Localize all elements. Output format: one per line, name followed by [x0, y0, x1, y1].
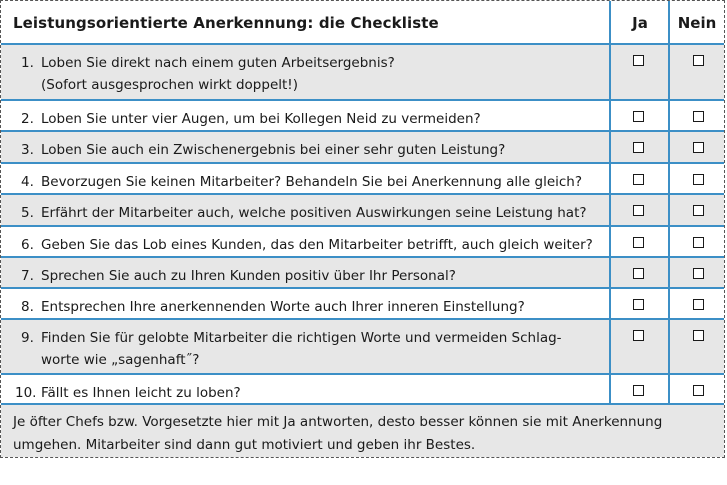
checklist-row-4 — [1, 164, 724, 195]
checkbox-nein[interactable] — [693, 268, 704, 279]
column-divider-ja — [609, 1, 611, 405]
checkbox-ja[interactable] — [633, 385, 644, 396]
checkbox-nein[interactable] — [693, 55, 704, 66]
checkbox-ja[interactable] — [633, 205, 644, 216]
checklist-row-2 — [1, 101, 724, 132]
row-question: Fällt es Ihnen leicht zu loben? — [41, 385, 241, 401]
row-question-line2: worte wie „sagenhaft˝? — [41, 352, 200, 368]
checkbox-ja[interactable] — [633, 299, 644, 310]
row-question: Erfährt der Mitarbeiter auch, welche positiven Auswirkungen seine Leistung hat? — [41, 205, 587, 221]
row-number: 5. — [21, 205, 34, 221]
column-divider-nein — [668, 1, 670, 405]
row-question: Sprechen Sie auch zu Ihren Kunden positiv über Ihr Personal? — [41, 268, 456, 284]
checkbox-nein[interactable] — [693, 205, 704, 216]
row-number: 4. — [21, 174, 34, 190]
row-question-line2: (Sofort ausgesprochen wirkt doppelt!) — [41, 77, 298, 93]
checkbox-ja[interactable] — [633, 330, 644, 341]
checkbox-nein[interactable] — [693, 111, 704, 122]
checklist-footer — [1, 405, 724, 457]
column-header-ja: Ja — [632, 14, 648, 32]
checklist-row-8 — [1, 289, 724, 320]
footer-line2: umgehen. Mitarbeiter sind dann gut motiviert und geben ihr Bestes. — [13, 437, 476, 453]
checkbox-ja[interactable] — [633, 111, 644, 122]
row-question: Geben Sie das Lob eines Kunden, das den Mitarbeiter betrifft, auch gleich weiter? — [41, 237, 593, 253]
checkbox-nein[interactable] — [693, 237, 704, 248]
row-number: 2. — [21, 111, 34, 127]
row-question — [41, 52, 606, 96]
checkbox-ja[interactable] — [633, 237, 644, 248]
row-number: 9. — [21, 330, 34, 346]
checklist-row-10 — [1, 375, 724, 405]
row-number: 6. — [21, 237, 34, 253]
checkbox-ja[interactable] — [633, 174, 644, 185]
checkbox-nein[interactable] — [693, 142, 704, 153]
row-question: Loben Sie unter vier Augen, um bei Kollegen Neid zu vermeiden? — [41, 111, 481, 127]
checkbox-nein[interactable] — [693, 330, 704, 341]
checkbox-nein[interactable] — [693, 299, 704, 310]
checklist-row-6 — [1, 227, 724, 258]
row-question: Entsprechen Ihre anerkennenden Worte auch Ihrer inneren Einstellung? — [41, 299, 525, 315]
checklist-row-1 — [1, 45, 724, 101]
checkbox-nein[interactable] — [693, 385, 704, 396]
checkbox-ja[interactable] — [633, 268, 644, 279]
checklist-row-9 — [1, 320, 724, 375]
row-number: 3. — [21, 142, 34, 158]
checklist-title: Leistungsorientierte Anerkennung: die Checkliste — [13, 14, 439, 32]
row-question: Bevorzugen Sie keinen Mitarbeiter? Behandeln Sie bei Anerkennung alle gleich? — [41, 174, 583, 190]
checklist-row-5 — [1, 195, 724, 227]
row-question-line1: Loben Sie direkt nach einem guten Arbeitsergebnis? — [41, 55, 395, 71]
footer-line1: Je öfter Chefs bzw. Vorgesetzte hier mit Ja antworten, desto besser können sie mit Anerkennung — [13, 414, 663, 430]
checkbox-nein[interactable] — [693, 174, 704, 185]
row-question — [41, 327, 606, 371]
row-question: Loben Sie auch ein Zwischenergebnis bei einer sehr guten Leistung? — [41, 142, 506, 158]
checklist-header — [1, 1, 724, 45]
footer-note — [13, 411, 713, 457]
checklist-row-7 — [1, 258, 724, 289]
row-number: 8. — [21, 299, 34, 315]
checkbox-ja[interactable] — [633, 55, 644, 66]
row-question-line1: Finden Sie für gelobte Mitarbeiter die richtigen Worte und vermeiden Schlag- — [41, 330, 562, 346]
row-number: 1. — [21, 55, 34, 71]
column-header-nein: Nein — [677, 14, 717, 32]
checkbox-ja[interactable] — [633, 142, 644, 153]
row-number: 10. — [15, 385, 37, 401]
row-number: 7. — [21, 268, 34, 284]
checklist-row-3 — [1, 132, 724, 164]
